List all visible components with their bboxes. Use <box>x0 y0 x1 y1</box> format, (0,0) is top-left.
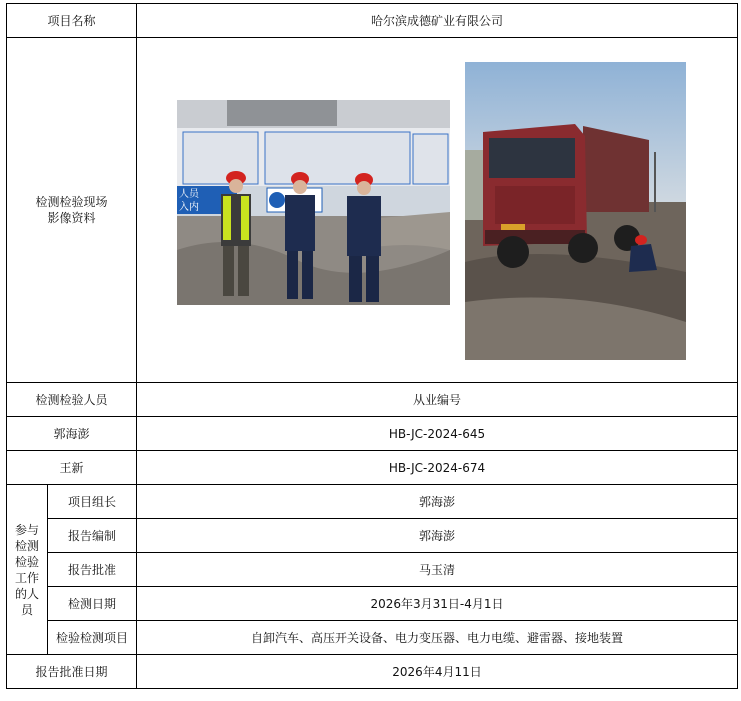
staff-row <box>7 485 738 519</box>
personnel-header-left: 检测检验人员 <box>7 383 137 417</box>
staff-group-label-line: 员 <box>20 602 33 617</box>
site-photo-dump-truck <box>465 62 686 360</box>
approval-row <box>7 655 738 689</box>
company-row <box>7 4 738 38</box>
staff-group-label <box>7 485 48 655</box>
personnel-name: 郭海澎 <box>7 417 137 451</box>
staff-role-label: 项目组长 <box>48 485 137 519</box>
staff-role-value: 郭海澎 <box>137 519 738 553</box>
personnel-header-right: 从业编号 <box>137 383 738 417</box>
approval-value: 2026年4月11日 <box>137 655 738 689</box>
staff-role-value: 郭海澎 <box>137 485 738 519</box>
staff-group-label-line: 检验 <box>14 554 39 569</box>
staff-group-label-line: 工作 <box>14 570 39 585</box>
company-value: 哈尔滨成德矿业有限公司 <box>137 4 738 38</box>
images-label-line2: 影像资料 <box>47 211 96 225</box>
staff-row <box>7 621 738 655</box>
staff-role-label: 检测日期 <box>48 587 137 621</box>
staff-role-label: 报告编制 <box>48 519 137 553</box>
images-row <box>7 38 738 383</box>
approval-label: 报告批准日期 <box>7 655 137 689</box>
images-label-line1: 检测检验现场 <box>35 195 108 209</box>
images-label <box>7 38 137 383</box>
personnel-cert: HB-JC-2024-645 <box>137 417 738 451</box>
personnel-header-row <box>7 383 738 417</box>
images-cell <box>137 38 738 383</box>
staff-row <box>7 587 738 621</box>
report-table <box>6 3 738 689</box>
personnel-name: 王新 <box>7 451 137 485</box>
staff-role-value: 自卸汽车、高压开关设备、电力变压器、电力电缆、避雷器、接地装置 <box>137 621 738 655</box>
personnel-row <box>7 451 738 485</box>
staff-role-label: 报告批准 <box>48 553 137 587</box>
personnel-row <box>7 417 738 451</box>
board-text-1: 人员 <box>179 189 200 200</box>
company-label: 项目名称 <box>7 4 137 38</box>
staff-role-value: 马玉清 <box>137 553 738 587</box>
site-photo-inspectors <box>177 100 450 305</box>
staff-group-label-line: 参与 <box>14 522 39 537</box>
personnel-cert: HB-JC-2024-674 <box>137 451 738 485</box>
staff-role-label: 检验检测项目 <box>48 621 137 655</box>
staff-row <box>7 519 738 553</box>
staff-group-label-line: 的人 <box>14 586 39 601</box>
staff-role-value: 2026年3月31日-4月1日 <box>137 587 738 621</box>
report-sheet <box>6 3 737 697</box>
board-text-2: 入内 <box>179 202 200 213</box>
staff-group-label-line: 检测 <box>14 538 39 553</box>
staff-row <box>7 553 738 587</box>
